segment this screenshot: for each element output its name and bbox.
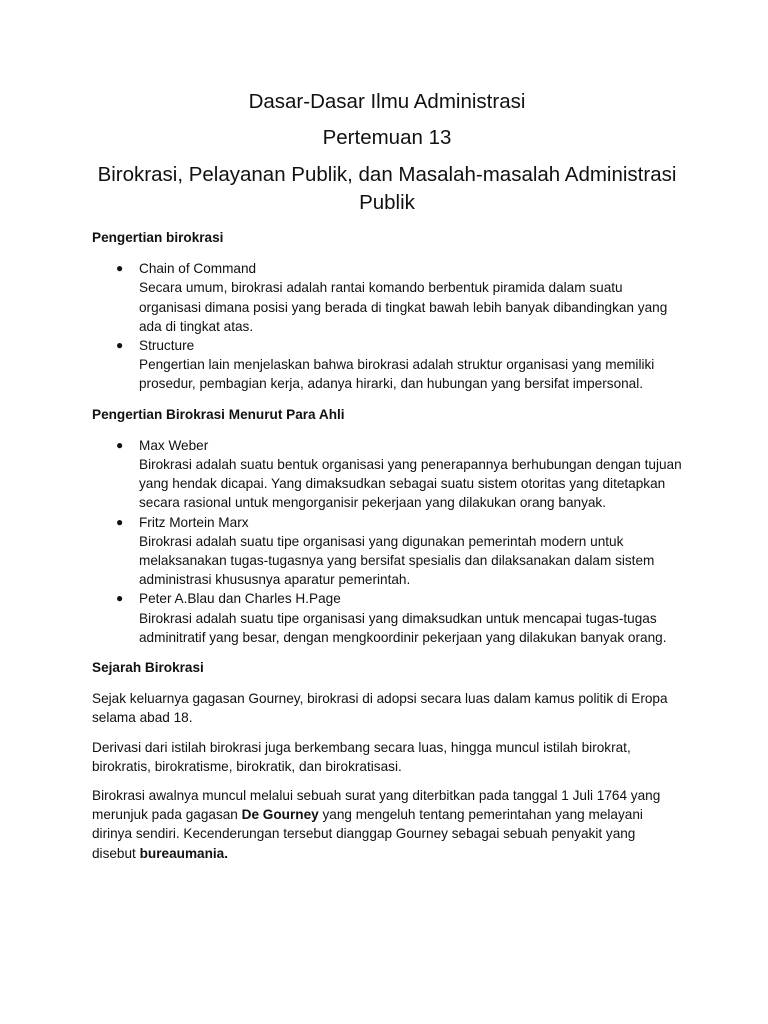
paragraph: Derivasi dari istilah birokrasi juga berkembang secara luas, hingga muncul istilah birokrat, birokratis, birokratisme, birokratik, dan birokratisasi. [92,739,631,774]
list-item-text: Pengertian lain menjelaskan bahwa birokrasi adalah struktur organisasi yang memiliki prosedur, pembagian kerja, adanya hirarki, dan hubungan yang bersifat impersonal. [139,357,655,392]
list-item [92,259,682,336]
bullet-icon: ● [116,437,124,452]
list-item-label: Max Weber [139,437,209,453]
list-item-label: Peter A.Blau dan Charles H.Page [139,591,341,607]
list-item-text: Birokrasi adalah suatu bentuk organisasi yang penerapannya berhubungan dengan tujuan yang hendak dicapai. Yang dimaksudkan sebagai suatu sistem otoritas yang ditetapkan secara rasional untuk mengorganisir pekerjaan yang dilakukan orang banyak. [139,457,682,511]
list-item-label: Fritz Mortein Marx [139,514,249,530]
document-content [92,88,682,873]
list-item-text: Birokrasi adalah suatu tipe organisasi yang digunakan pemerintah modern untuk melaksanakan tugas-tugasnya yang bersifat spesialis dan dilaksanakan dalam sistem administrasi khususnya aparatur pemerintah. [139,533,655,588]
list-item-label: Chain of Command [139,261,257,277]
bullet-list-para-ahli [92,436,682,647]
meeting-number: Pertemuan 13 [322,126,452,149]
list-item [92,589,682,647]
list-item [92,513,682,590]
list-item [92,336,682,394]
bullet-icon: ● [116,261,124,276]
bullet-list-pengertian [92,259,682,393]
paragraph-text: Birokrasi awalnya muncul melalui sebuah surat yang diterbitkan pada tanggal 1 Juli 1764 yang merunjuk pada gagasan [92,788,661,823]
paragraph: Sejak keluarnya gagasan Gourney, birokrasi di adopsi secara luas dalam kamus politik di Eropa selama abad 18. [92,691,668,726]
bullet-icon: ● [116,591,124,606]
section-heading-pengertian: Pengertian birokrasi [92,230,224,245]
bold-term-de-gourney: De Gourney [241,807,319,823]
document-title: Dasar-Dasar Ilmu Administrasi [248,90,526,113]
list-item [92,436,682,513]
bold-term-bureaumania: bureaumania. [139,845,229,861]
paragraph-text: yang mengeluh tentang pemerintahan yang melayani dirinya sendiri. Kecenderungan tersebut dianggap Gourney sebagai sebuah penyakit yang disebut [92,807,643,861]
section-heading-sejarah: Sejarah Birokrasi [92,660,204,676]
list-item-text: Secara umum, birokrasi adalah rantai komando berbentuk piramida dalam suatu organisasi dimana posisi yang berada di tingkat bawah lebih banyak dibandingkan yang ada di tingkat atas. [139,280,668,334]
list-item-label: Structure [139,338,195,354]
list-item-text: Birokrasi adalah suatu tipe organisasi yang dimaksudkan untuk mencapai tugas-tugas adminitratif yang besar, dengan mengkoordinir pekerjaan yang dilakukan banyak orang. [139,610,667,645]
bullet-icon: ● [116,338,124,353]
document-subtitle: Birokrasi, Pelayanan Publik, dan Masalah-masalah Administrasi Publik [97,163,677,214]
section-heading-para-ahli: Pengertian Birokrasi Menurut Para Ahli [92,406,345,422]
paragraph [92,786,682,863]
bullet-icon: ● [116,514,124,529]
